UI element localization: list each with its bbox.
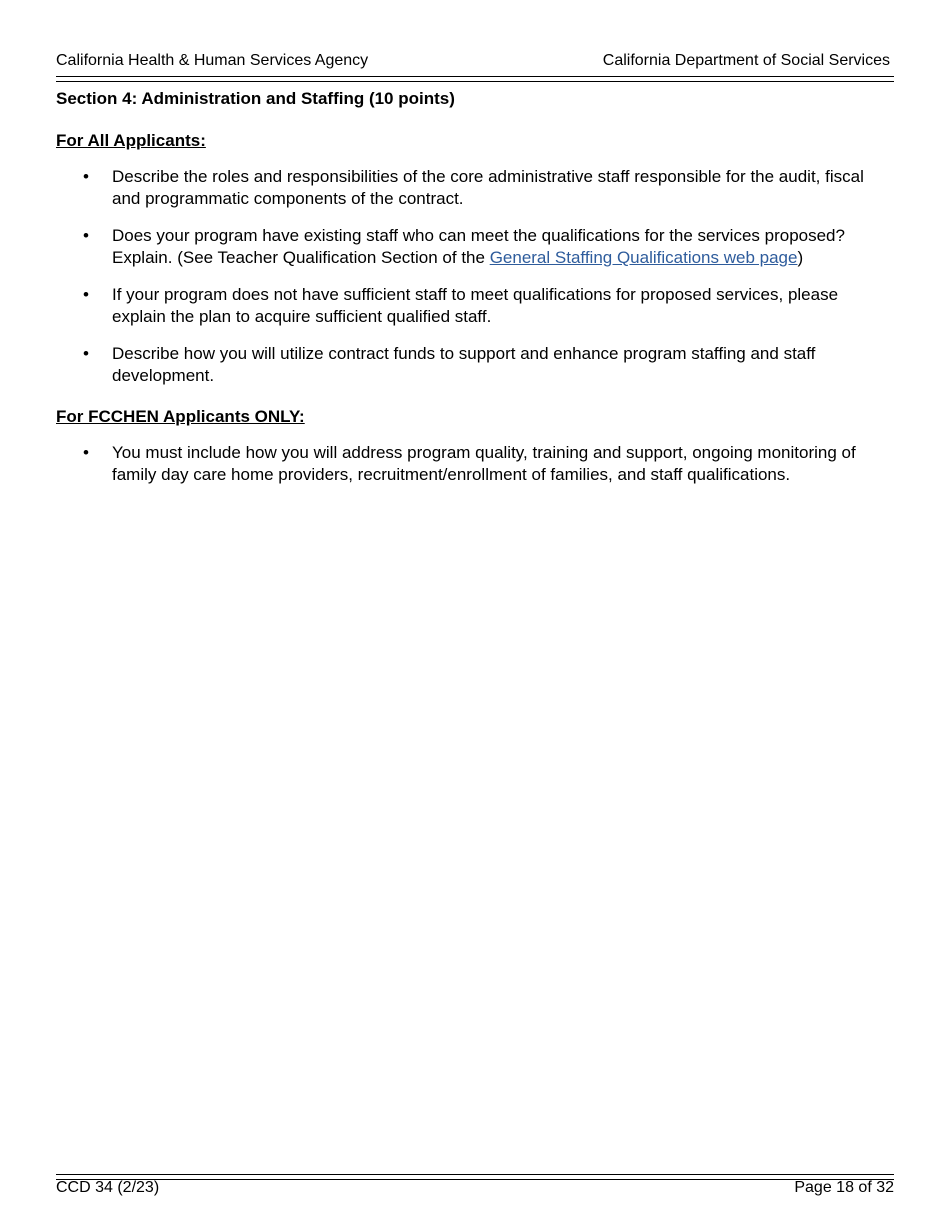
list-item (56, 442, 894, 486)
footer-page-number: Page 18 of 32 (794, 1179, 894, 1196)
header-agency: California Health & Human Services Agency (56, 52, 369, 69)
list-item-text-after-link: ) (797, 248, 804, 267)
list-item (56, 225, 894, 269)
section-title: Section 4: Administration and Staffing (10 points) (56, 89, 455, 108)
bullet-icon: • (83, 443, 89, 462)
header-divider (56, 76, 894, 82)
list-item-text: You must include how you will address program quality, training and support, ongoing monitoring of family day care home providers, recruitment/enrollment of families, and staff qualifications. (112, 443, 856, 484)
bullet-icon: • (83, 226, 89, 245)
fcchen-applicants-list (56, 442, 894, 486)
bullet-icon: • (83, 285, 89, 304)
bullet-icon: • (83, 344, 89, 363)
page-header (56, 52, 894, 72)
footer-form-id: CCD 34 (2/23) (56, 1179, 160, 1196)
all-applicants-heading: For All Applicants: (56, 131, 206, 150)
list-item-text: Describe the roles and responsibilities of the core administrative staff responsible for the audit, fiscal and programmatic components of the contract. (112, 167, 864, 208)
list-item (56, 343, 894, 387)
page-footer (56, 1179, 894, 1199)
list-item (56, 284, 894, 328)
list-item (56, 166, 894, 210)
document-body (56, 88, 894, 505)
list-item-text (112, 226, 845, 267)
list-item-text: If your program does not have sufficient staff to meet qualifications for proposed services, please explain the plan to acquire sufficient qualified staff. (112, 285, 839, 326)
all-applicants-list (56, 166, 894, 387)
header-department: California Department of Social Services (602, 52, 890, 69)
fcchen-applicants-heading: For FCCHEN Applicants ONLY: (56, 407, 305, 426)
list-item-text-before-link: Does your program have existing staff who can meet the qualifications for the services proposed? Explain. (See Teacher Qualification Section of the (112, 226, 845, 267)
bullet-icon: • (83, 167, 89, 186)
general-staffing-qualifications-link[interactable]: General Staffing Qualifications web page (489, 248, 798, 267)
list-item-text: Describe how you will utilize contract funds to support and enhance program staffing and staff development. (112, 344, 816, 385)
